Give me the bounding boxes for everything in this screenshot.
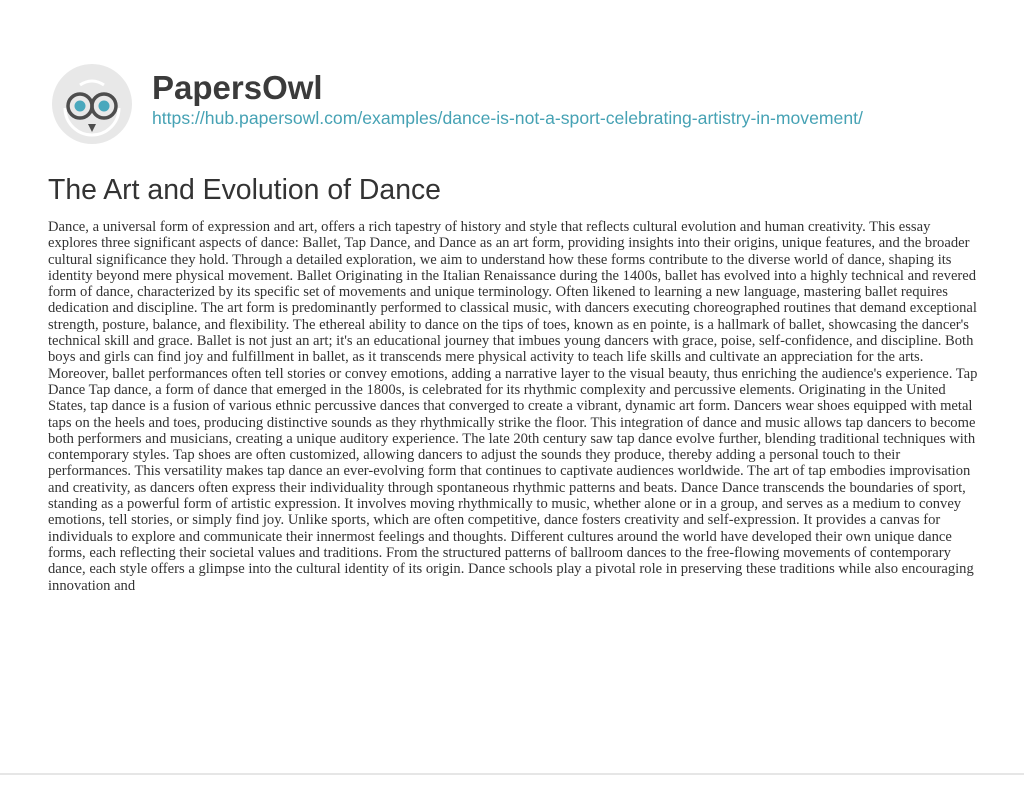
owl-logo-icon — [50, 62, 134, 146]
source-url-link[interactable]: https://hub.papersowl.com/examples/dance-is-not-a-sport-celebrating-artistry-in-movement/ — [152, 108, 863, 128]
footer-divider — [0, 773, 1024, 775]
essay-title: The Art and Evolution of Dance — [48, 174, 441, 206]
site-header — [50, 62, 990, 146]
essay-body: Dance, a universal form of expression and art, offers a rich tapestry of history and style that reflects cultural evolution and human creativity. This essay explores three significant aspects of dance: Ballet, Tap Dance, and Dance as an art form, providing insights into their origins, unique features, and the broader cultural significance they hold. Through a detailed exploration, we aim to understand how these forms contribute to the diverse world of dance, shaping its identity beyond mere physical movement. Ballet Originating in the Italian Renaissance during the 1400s, ballet has evolved into a highly technical and revered form of dance, characterized by its specific set of movements and unique terminology. Often likened to learning a new language, mastering ballet requires dedication and discipline. The art form is predominantly performed to classical music, with dancers executing choreographed routines that demand exceptional strength, posture, balance, and flexibility. The ethereal ability to dance on the tips of toes, known as en pointe, is a hallmark of ballet, showcasing the dancer's technical skill and grace. Ballet is not just an art; it's an educational journey that imbues young dancers with grace, poise, self-confidence, and discipline. Both boys and girls can find joy and fulfillment in ballet, as it transcends mere physical activity to teach life skills and cultivate an appreciation for the arts. Moreover, ballet performances often tell stories or convey emotions, adding a narrative layer to the visual beauty, thus enriching the audience's experience. Tap Dance Tap dance, a form of dance that emerged in the 1800s, is celebrated for its rhythmic complexity and percussive elements. Originating in the United States, tap dance is a fusion of various ethnic percussive dances that converged to create a vibrant, dynamic art form. Dancers wear shoes equipped with metal taps on the heels and toes, producing distinctive sounds as they rhythmically strike the floor. This integration of dance and music allows tap dancers to become both performers and musicians, creating a unique auditory experience. The late 20th century saw tap dance evolve further, blending traditional techniques with contemporary styles. Tap shoes are often customized, allowing dancers to adjust the sounds they produce, thereby adding a personal touch to their performances. This versatility makes tap dance an ever-evolving form that continues to captivate audiences worldwide. The art of tap embodies improvisation and creativity, as dancers often express their individuality through spontaneous rhythmic patterns and beats. Dance Dance transcends the boundaries of sport, standing as a powerful form of artistic expression. It involves moving rhythmically to music, whether alone or in a group, and serves as a medium to convey emotions, tell stories, or simply find joy. Unlike sports, which are often competitive, dance fosters creativity and self-expression. It provides a canvas for individuals to explore and communicate their innermost feelings and thoughts. Different cultures around the world have developed their own unique dance forms, each reflecting their societal values and traditions. From the structured patterns of ballroom dances to the free-flowing movements of contemporary dance, each style offers a glimpse into the cultural identity of its origin. Dance schools play a pivotal role in preserving these traditions while also encouraging innovation and — [48, 219, 978, 594]
brand-name: PapersOwl — [152, 69, 323, 106]
